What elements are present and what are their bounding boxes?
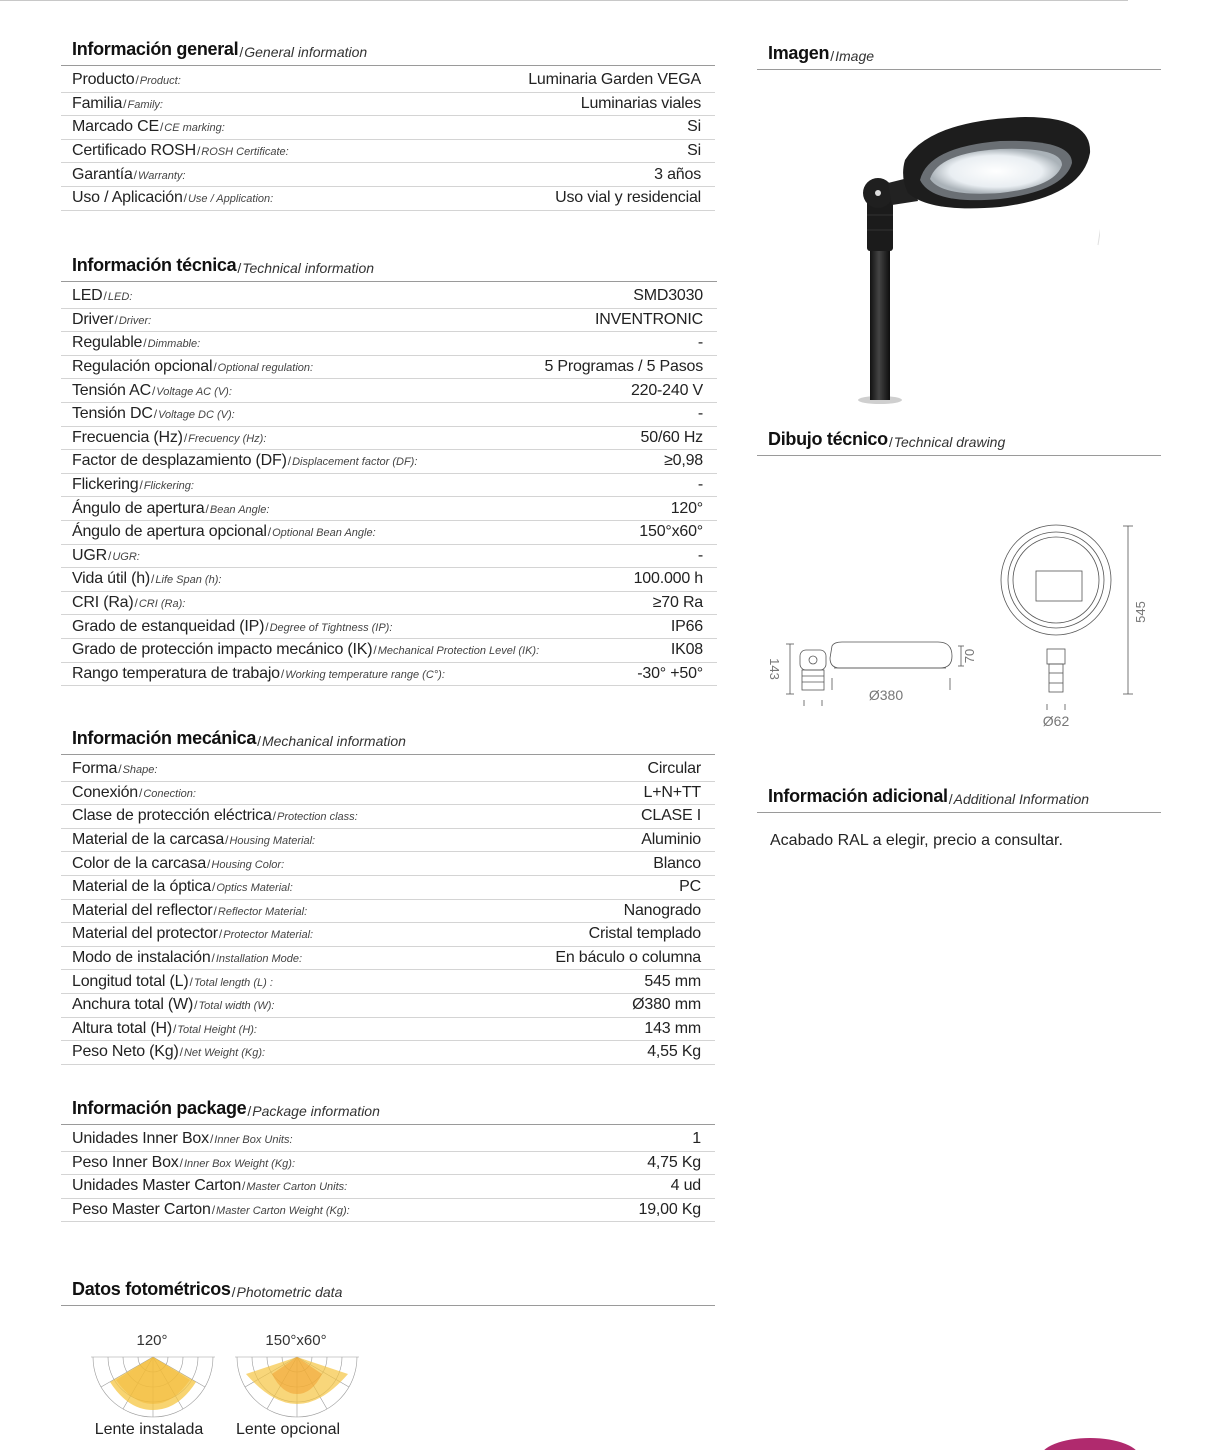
spec-label-es: Tensión AC xyxy=(72,381,151,399)
technical-section xyxy=(61,254,717,686)
spec-label: Frecuencia (Hz)/Frecuency (Hz): xyxy=(72,428,267,446)
spec-value: 100.000 h xyxy=(633,570,703,588)
spec-row xyxy=(61,663,717,687)
spec-label-en: Inner Box Weight (Kg): xyxy=(183,1157,296,1170)
spec-value: ≥70 Ra xyxy=(652,594,703,612)
spec-label-en: Protector Material: xyxy=(223,929,314,942)
spec-value: 4,75 Kg xyxy=(647,1153,701,1171)
spec-label: Marcado CE/CE marking: xyxy=(72,118,225,136)
spec-label: Forma/Shape: xyxy=(72,760,158,778)
spec-label: Regulación opcional/Optional regulation: xyxy=(72,358,314,376)
spec-label: Producto/Product: xyxy=(72,71,181,89)
spec-label-es: Color de la carcasa xyxy=(72,854,207,872)
spec-value: IK08 xyxy=(670,641,703,659)
general-title: Información general / General information xyxy=(61,38,715,66)
spec-label-es: Grado de protección impacto mecánico (IK) xyxy=(72,641,373,659)
spec-value: 4 ud xyxy=(670,1177,701,1195)
spec-row xyxy=(61,474,717,498)
spec-value: PC xyxy=(679,878,701,896)
spec-value: Cristal templado xyxy=(588,925,701,943)
spec-label-es: Vida útil (h) xyxy=(72,570,151,588)
spec-value: 5 Programas / 5 Pasos xyxy=(544,358,703,376)
spec-value: 3 años xyxy=(654,165,701,183)
spec-row xyxy=(61,450,717,474)
spec-row xyxy=(61,805,715,829)
spec-label: Material del protector/Protector Material: xyxy=(72,925,314,943)
spec-label: Grado de protección impacto mecánico (IK)/Mechanical Protection Level (IK): xyxy=(72,641,540,659)
spec-label-en: Bean Angle: xyxy=(209,503,270,516)
additional-title: Información adicional / Additional Information xyxy=(757,785,1161,813)
spec-value: ≥0,98 xyxy=(664,452,703,470)
spec-row xyxy=(61,923,715,947)
spec-label: CRI (Ra)/CRI (Ra): xyxy=(72,594,186,612)
spec-label-en: Optics Material: xyxy=(216,882,293,895)
general-section xyxy=(61,38,715,211)
spec-value: -30° +50° xyxy=(637,664,703,682)
spec-label-en: Net Weight (Kg): xyxy=(183,1047,266,1060)
package-rows xyxy=(61,1128,715,1222)
image-section xyxy=(757,42,1161,70)
spec-label: Modo de instalación/Installation Mode: xyxy=(72,949,303,967)
spec-row xyxy=(61,568,717,592)
spec-label-es: UGR xyxy=(72,546,107,564)
spec-row xyxy=(61,758,715,782)
spec-value: Ø380 mm xyxy=(632,996,701,1014)
spec-label-en: LED: xyxy=(107,291,133,304)
spec-label: Vida útil (h)/Life Span (h): xyxy=(72,570,222,588)
spec-row xyxy=(61,309,717,333)
spec-row xyxy=(61,1175,715,1199)
spec-label: Ángulo de apertura opcional/Optional Bean Angle: xyxy=(72,523,376,541)
spec-row xyxy=(61,521,717,545)
mechanical-title: Información mecánica / Mechanical information xyxy=(61,727,715,755)
spec-label: Regulable/Dimmable: xyxy=(72,334,201,352)
spec-label-es: Uso / Aplicación xyxy=(72,189,183,207)
spec-label-es: Peso Neto (Kg) xyxy=(72,1043,179,1061)
spec-row xyxy=(61,592,717,616)
spec-label-en: ROSH Certificate: xyxy=(201,146,289,159)
spec-label-es: LED xyxy=(72,287,103,305)
spec-label-en: Total length (L) : xyxy=(193,976,273,989)
spec-label-en: Product: xyxy=(139,75,181,88)
spec-label-en: Dimmable: xyxy=(147,338,201,351)
spec-label: Material de la óptica/Optics Material: xyxy=(72,878,293,896)
spec-row xyxy=(61,116,715,140)
spec-value: 19,00 Kg xyxy=(638,1201,701,1219)
spec-row xyxy=(61,427,717,451)
spec-label-en: Life Span (h): xyxy=(155,574,222,587)
spec-row xyxy=(61,1152,715,1176)
spec-label-en: Optional regulation: xyxy=(217,362,314,375)
technical-rows xyxy=(61,285,717,686)
spec-label-es: Peso Inner Box xyxy=(72,1153,179,1171)
spec-label: Tensión DC/Voltage DC (V): xyxy=(72,405,235,423)
spec-label: UGR/UGR: xyxy=(72,546,140,564)
spec-label-en: Reflector Material: xyxy=(217,905,308,918)
mechanical-rows xyxy=(61,758,715,1065)
spec-label-en: Mechanical Protection Level (IK): xyxy=(377,645,540,658)
spec-label: Altura total (H)/Total Height (H): xyxy=(72,1019,257,1037)
additional-section xyxy=(757,785,1161,813)
spec-label-en: Driver: xyxy=(118,314,152,327)
spec-label-en: Frecuency (Hz): xyxy=(188,432,267,445)
spec-label: Conexión/Conection: xyxy=(72,783,196,801)
spec-label: Familia/Family: xyxy=(72,94,163,112)
spec-label-es: Forma xyxy=(72,760,118,778)
dim-height: 143 xyxy=(767,658,782,680)
spec-label-es: Longitud total (L) xyxy=(72,972,189,990)
dim-tube: Ø62 xyxy=(1042,713,1070,729)
spec-label: Certificado ROSH/ROSH Certificate: xyxy=(72,142,289,160)
spec-value: Si xyxy=(687,118,701,136)
spec-label-es: Conexión xyxy=(72,783,139,801)
spec-label-es: Frecuencia (Hz) xyxy=(72,428,183,446)
spec-label: Anchura total (W)/Total width (W): xyxy=(72,996,275,1014)
spec-value: 120° xyxy=(670,499,703,517)
spec-row xyxy=(61,852,715,876)
spec-label-es: Factor de desplazamiento (DF) xyxy=(72,452,287,470)
drawing-title: Dibujo técnico / Technical drawing xyxy=(757,428,1161,456)
spec-row xyxy=(61,1199,715,1223)
spec-row xyxy=(61,947,715,971)
spec-label: Grado de estanqueidad (IP)/Degree of Tightness (IP): xyxy=(72,617,393,635)
photometric-angle-2: 150°x60° xyxy=(265,1332,327,1349)
spec-label-es: Garantía xyxy=(72,165,133,183)
spec-label-es: Tensión DC xyxy=(72,405,153,423)
spec-row xyxy=(61,140,715,164)
photometric-title: Datos fotométricos / Photometric data xyxy=(61,1278,715,1306)
polar-diagram-optional xyxy=(232,1352,362,1422)
spec-label-en: Master Carton Weight (Kg): xyxy=(216,1205,350,1218)
dim-length: 545 xyxy=(1133,601,1148,623)
spec-label-en: Inner Box Units: xyxy=(214,1134,293,1147)
spec-label-en: UGR: xyxy=(112,550,140,563)
photometric-section xyxy=(61,1278,715,1306)
spec-label-es: Material del protector xyxy=(72,925,218,943)
spec-row xyxy=(61,93,715,117)
spec-row xyxy=(61,639,717,663)
spec-row xyxy=(61,876,715,900)
spec-label-es: Material del reflector xyxy=(72,901,213,919)
spec-label-es: Altura total (H) xyxy=(72,1019,172,1037)
photometric-angle-1: 120° xyxy=(136,1332,168,1349)
spec-value: 220-240 V xyxy=(630,381,703,399)
package-title: Información package / Package information xyxy=(61,1097,715,1125)
spec-row xyxy=(61,782,715,806)
spec-row xyxy=(61,615,717,639)
spec-label: Clase de protección eléctrica/Protection class: xyxy=(72,807,358,825)
spec-label-en: Installation Mode: xyxy=(215,953,303,966)
spec-value: Uso vial y residencial xyxy=(555,189,701,207)
spec-label-en: Displacement factor (DF): xyxy=(292,456,418,469)
spec-row xyxy=(61,970,715,994)
spec-row xyxy=(61,403,717,427)
polar-diagram-installed xyxy=(88,1352,218,1422)
spec-label: Uso / Aplicación/Use / Application: xyxy=(72,189,274,207)
spec-label: Material de la carcasa/Housing Material: xyxy=(72,831,316,849)
spec-value: En báculo o columna xyxy=(555,949,701,967)
spec-label: Tensión AC/Voltage AC (V): xyxy=(72,381,232,399)
spec-value: 143 mm xyxy=(644,1019,701,1037)
spec-label-es: Producto xyxy=(72,71,135,89)
spec-label-en: Voltage AC (V): xyxy=(156,385,232,398)
spec-label-en: CE marking: xyxy=(164,122,225,135)
spec-value: 1 xyxy=(692,1130,701,1148)
spec-label-en: Protection class: xyxy=(276,811,358,824)
spec-label-es: Unidades Master Carton xyxy=(72,1177,242,1195)
spec-label-es: Material de la carcasa xyxy=(72,831,225,849)
spec-value: - xyxy=(697,546,703,564)
spec-label-en: Family: xyxy=(127,98,163,111)
spec-label: Factor de desplazamiento (DF)/Displacement factor (DF): xyxy=(72,452,418,470)
spec-value: IP66 xyxy=(670,617,703,635)
spec-label-es: Modo de instalación xyxy=(72,949,211,967)
spec-label-en: Voltage DC (V): xyxy=(158,409,235,422)
spec-value: Aluminio xyxy=(641,831,701,849)
spec-label: Ángulo de apertura/Bean Angle: xyxy=(72,499,270,517)
spec-label-es: Certificado ROSH xyxy=(72,142,196,160)
product-image xyxy=(850,105,1100,410)
spec-label-es: Unidades Inner Box xyxy=(72,1130,209,1148)
spec-row xyxy=(61,1041,715,1065)
spec-value: Si xyxy=(687,142,701,160)
spec-label: Unidades Inner Box/Inner Box Units: xyxy=(72,1130,293,1148)
spec-label-es: Material de la óptica xyxy=(72,878,211,896)
spec-label-en: Optional Bean Angle: xyxy=(272,527,376,540)
spec-row xyxy=(61,187,715,211)
spec-row xyxy=(61,497,717,521)
spec-label-es: CRI (Ra) xyxy=(72,594,134,612)
spec-label-es: Ángulo de apertura opcional xyxy=(72,523,267,541)
top-rule xyxy=(0,0,1128,1)
spec-row xyxy=(61,829,715,853)
spec-row xyxy=(61,356,717,380)
spec-label-es: Rango temperatura de trabajo xyxy=(72,664,280,682)
spec-value: SMD3030 xyxy=(633,287,703,305)
spec-row xyxy=(61,285,717,309)
spec-label: Peso Neto (Kg)/Net Weight (Kg): xyxy=(72,1043,266,1061)
spec-label-en: Shape: xyxy=(122,764,158,777)
spec-label-en: Total Height (H): xyxy=(177,1023,257,1036)
spec-value: 50/60 Hz xyxy=(640,428,703,446)
spec-label-en: Housing Material: xyxy=(229,835,316,848)
spec-label-es: Ángulo de apertura xyxy=(72,499,205,517)
spec-label-es: Clase de protección eléctrica xyxy=(72,807,272,825)
spec-label-en: Conection: xyxy=(143,787,196,800)
spec-row xyxy=(61,1128,715,1152)
technical-drawing xyxy=(760,518,1160,738)
spec-value: 4,55 Kg xyxy=(647,1043,701,1061)
brand-accent-shape xyxy=(1040,1438,1140,1450)
spec-label-en: Total width (W): xyxy=(198,1000,275,1013)
spec-row xyxy=(61,332,717,356)
spec-value: Circular xyxy=(647,760,701,778)
spec-row xyxy=(61,545,717,569)
spec-value: - xyxy=(697,476,703,494)
dim-width: Ø380 xyxy=(868,687,904,703)
spec-label: Color de la carcasa/Housing Color: xyxy=(72,854,285,872)
spec-label: Peso Inner Box/Inner Box Weight (Kg): xyxy=(72,1153,296,1171)
spec-label-es: Peso Master Carton xyxy=(72,1201,211,1219)
image-title: Imagen / Image xyxy=(757,42,1161,70)
spec-row xyxy=(61,994,715,1018)
spec-label: Garantía/Warranty: xyxy=(72,165,186,183)
spec-value: 545 mm xyxy=(644,972,701,990)
package-section xyxy=(61,1097,715,1222)
spec-label-es: Regulable xyxy=(72,334,143,352)
spec-label: Peso Master Carton/Master Carton Weight (Kg): xyxy=(72,1201,350,1219)
mechanical-section xyxy=(61,727,715,1065)
spec-value: Nanogrado xyxy=(623,901,701,919)
spec-label-es: Familia xyxy=(72,94,123,112)
spec-label: Rango temperatura de trabajo/Working temperature range (C°): xyxy=(72,664,445,682)
drawing-section xyxy=(757,428,1161,456)
spec-label: Flickering/Flickering: xyxy=(72,476,194,494)
spec-label: Longitud total (L)/Total length (L) : xyxy=(72,972,273,990)
technical-title: Información técnica / Technical information xyxy=(61,254,717,282)
spec-label-en: Master Carton Units: xyxy=(246,1181,348,1194)
spec-value: 150°x60° xyxy=(639,523,703,541)
spec-label-es: Anchura total (W) xyxy=(72,996,194,1014)
spec-label-en: CRI (Ra): xyxy=(138,598,186,611)
spec-label-es: Flickering xyxy=(72,476,139,494)
spec-row xyxy=(61,163,715,187)
spec-label-en: Warranty: xyxy=(138,169,186,182)
spec-row xyxy=(61,900,715,924)
spec-row xyxy=(61,379,717,403)
spec-label-en: Working temperature range (C°): xyxy=(285,668,445,681)
spec-label: LED/LED: xyxy=(72,287,133,305)
spec-label: Driver/Driver: xyxy=(72,310,152,328)
spec-label-en: Housing Color: xyxy=(211,858,285,871)
spec-value: Luminarias viales xyxy=(580,94,701,112)
spec-label-es: Grado de estanqueidad (IP) xyxy=(72,617,265,635)
spec-label-es: Marcado CE xyxy=(72,118,159,136)
spec-value: Luminaria Garden VEGA xyxy=(528,71,701,89)
additional-text: Acabado RAL a elegir, precio a consultar. xyxy=(770,832,1063,849)
dim-thickness: 70 xyxy=(962,648,977,664)
spec-value: INVENTRONIC xyxy=(594,310,703,328)
spec-row xyxy=(61,69,715,93)
photometric-label-2: Lente opcional xyxy=(235,1421,341,1438)
spec-label-es: Regulación opcional xyxy=(72,358,213,376)
spec-row xyxy=(61,1018,715,1042)
spec-label: Unidades Master Carton/Master Carton Units: xyxy=(72,1177,348,1195)
spec-value: L+N+TT xyxy=(643,783,701,801)
spec-value: - xyxy=(697,405,703,423)
general-rows xyxy=(61,69,715,211)
spec-value: - xyxy=(697,334,703,352)
spec-label-es: Driver xyxy=(72,310,114,328)
photometric-label-1: Lente instalada xyxy=(94,1421,204,1438)
spec-label: Material del reflector/Reflector Material: xyxy=(72,901,308,919)
spec-label-en: Flickering: xyxy=(143,480,194,493)
spec-label-en: Use / Application: xyxy=(187,193,274,206)
spec-value: Blanco xyxy=(653,854,701,872)
spec-value: CLASE I xyxy=(641,807,701,825)
spec-label-en: Degree of Tightness (IP): xyxy=(269,621,393,634)
